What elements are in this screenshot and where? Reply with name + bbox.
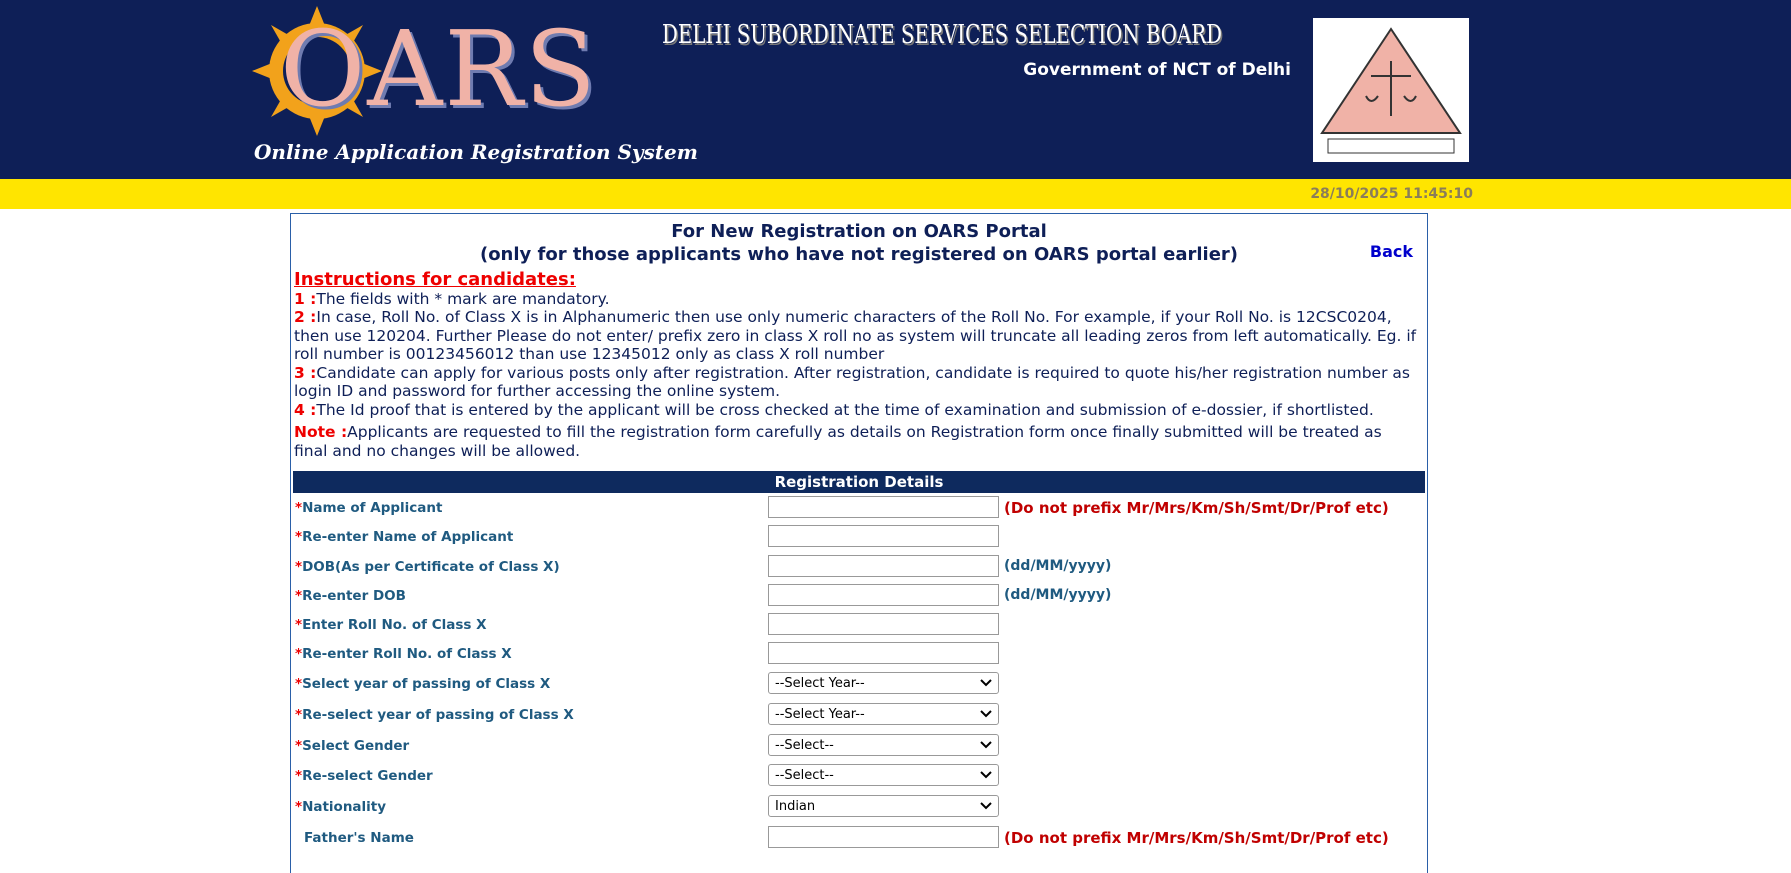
field-label: *DOB(As per Certificate of Class X)	[295, 559, 560, 575]
instructions	[294, 271, 1419, 460]
fathers-name-input[interactable]	[768, 826, 999, 848]
chevron-down-icon	[980, 767, 992, 781]
reenter-roll-no-input[interactable]	[768, 642, 999, 664]
page-subtitle: (only for those applicants who have not registered on OARS portal earlier)	[479, 244, 1239, 265]
reenter-name-input[interactable]	[768, 525, 999, 547]
chevron-down-icon	[980, 798, 992, 812]
selected-value: Indian	[775, 799, 816, 814]
field-label: Father's Name	[304, 830, 414, 846]
nationality-select[interactable]	[768, 795, 999, 817]
instructions-heading: Instructions for candidates:	[294, 269, 576, 290]
form-row-reenter-roll-no	[295, 642, 1425, 666]
govt-title: Government of NCT of Delhi	[1023, 60, 1291, 80]
form-row-name-of-applicant	[295, 496, 1425, 520]
field-label: *Re-select year of passing of Class X	[295, 707, 574, 723]
field-label: *Select Gender	[295, 738, 410, 754]
field-label: *Re-select Gender	[295, 768, 433, 784]
back-link[interactable]: Back	[1369, 242, 1413, 261]
name-of-applicant-input[interactable]	[768, 496, 999, 518]
reselect-gender-select[interactable]	[768, 764, 999, 786]
dob-input[interactable]	[768, 555, 999, 577]
page-title: For New Registration on OARS Portal	[671, 221, 1047, 242]
form-row-fathers-name	[295, 826, 1425, 850]
field-label: *Name of Applicant	[295, 500, 443, 516]
form-row-reenter-dob	[295, 584, 1425, 608]
registration-details-heading: Registration Details	[293, 471, 1425, 493]
chevron-down-icon	[980, 706, 992, 720]
gender-select[interactable]	[768, 734, 999, 756]
field-label: *Nationality	[295, 799, 387, 815]
field-hint: (Do not prefix Mr/Mrs/Km/Sh/Smt/Dr/Prof etc)	[1004, 829, 1389, 847]
form-row-dob	[295, 555, 1425, 579]
selected-value: --Select Year--	[775, 707, 865, 722]
instruction-item: 3 :Candidate can apply for various posts only after registration. After registration, candidate is required to quote his/her registration number as login ID and password for further accessing the online system.	[294, 363, 1410, 400]
field-label: *Re-enter Roll No. of Class X	[295, 646, 512, 662]
instruction-item: 1 :The fields with * mark are mandatory.	[294, 289, 610, 308]
reenter-dob-input[interactable]	[768, 584, 999, 606]
year-of-passing-select[interactable]	[768, 672, 999, 694]
selected-value: --Select Year--	[775, 676, 865, 691]
tagline: Online Application Registration System	[254, 140, 698, 164]
form-row-year-of-passing	[295, 672, 1425, 696]
field-label: *Enter Roll No. of Class X	[295, 617, 487, 633]
form-row-roll-no	[295, 613, 1425, 637]
form-row-reselect-year	[295, 703, 1425, 727]
date-bar	[0, 179, 1791, 209]
field-label: *Re-enter Name of Applicant	[295, 529, 514, 545]
selected-value: --Select--	[775, 738, 834, 753]
field-label: *Re-enter DOB	[295, 588, 406, 604]
field-hint: (dd/MM/yyyy)	[1004, 558, 1112, 574]
registration-panel	[290, 213, 1428, 873]
field-hint: (dd/MM/yyyy)	[1004, 587, 1112, 603]
board-title: DELHI SUBORDINATE SERVICES SELECTION BOARD	[662, 20, 1222, 50]
roll-no-input[interactable]	[768, 613, 999, 635]
instruction-item: 4 :The Id proof that is entered by the applicant will be cross checked at the time of examination and submission of e-dossier, if shortlisted.	[294, 400, 1374, 419]
datetime: 28/10/2025 11:45:10	[1310, 186, 1473, 202]
reselect-year-select[interactable]	[768, 703, 999, 725]
selected-value: --Select--	[775, 768, 834, 783]
oars-logo: OARS	[252, 14, 632, 124]
form-row-reselect-gender	[295, 764, 1425, 788]
form-row-reenter-name	[295, 525, 1425, 549]
instruction-item: 2 :In case, Roll No. of Class X is in Alphanumeric then use only numeric characters of the Roll No. For example, if your Roll No. is 12CSC0204, then use 120204. Further Please do not enter/ prefix zero in class X roll no as system will truncate all leading zeros from left automatically. Eg. if roll number is 00123456012 than use 12345012 only as class X roll number	[294, 308, 1417, 363]
site-header	[0, 0, 1791, 179]
form-row-nationality	[295, 795, 1425, 819]
field-hint: (Do not prefix Mr/Mrs/Km/Sh/Smt/Dr/Prof etc)	[1004, 499, 1389, 517]
instruction-note: Note :Applicants are requested to fill the registration form carefully as details on Registration form once finally submitted will be treated as final and no changes will be allowed.	[294, 423, 1382, 460]
dsssb-emblem	[1313, 18, 1469, 162]
form-row-gender	[295, 734, 1425, 758]
chevron-down-icon	[980, 737, 992, 751]
field-label: *Select year of passing of Class X	[295, 676, 551, 692]
chevron-down-icon	[980, 675, 992, 689]
